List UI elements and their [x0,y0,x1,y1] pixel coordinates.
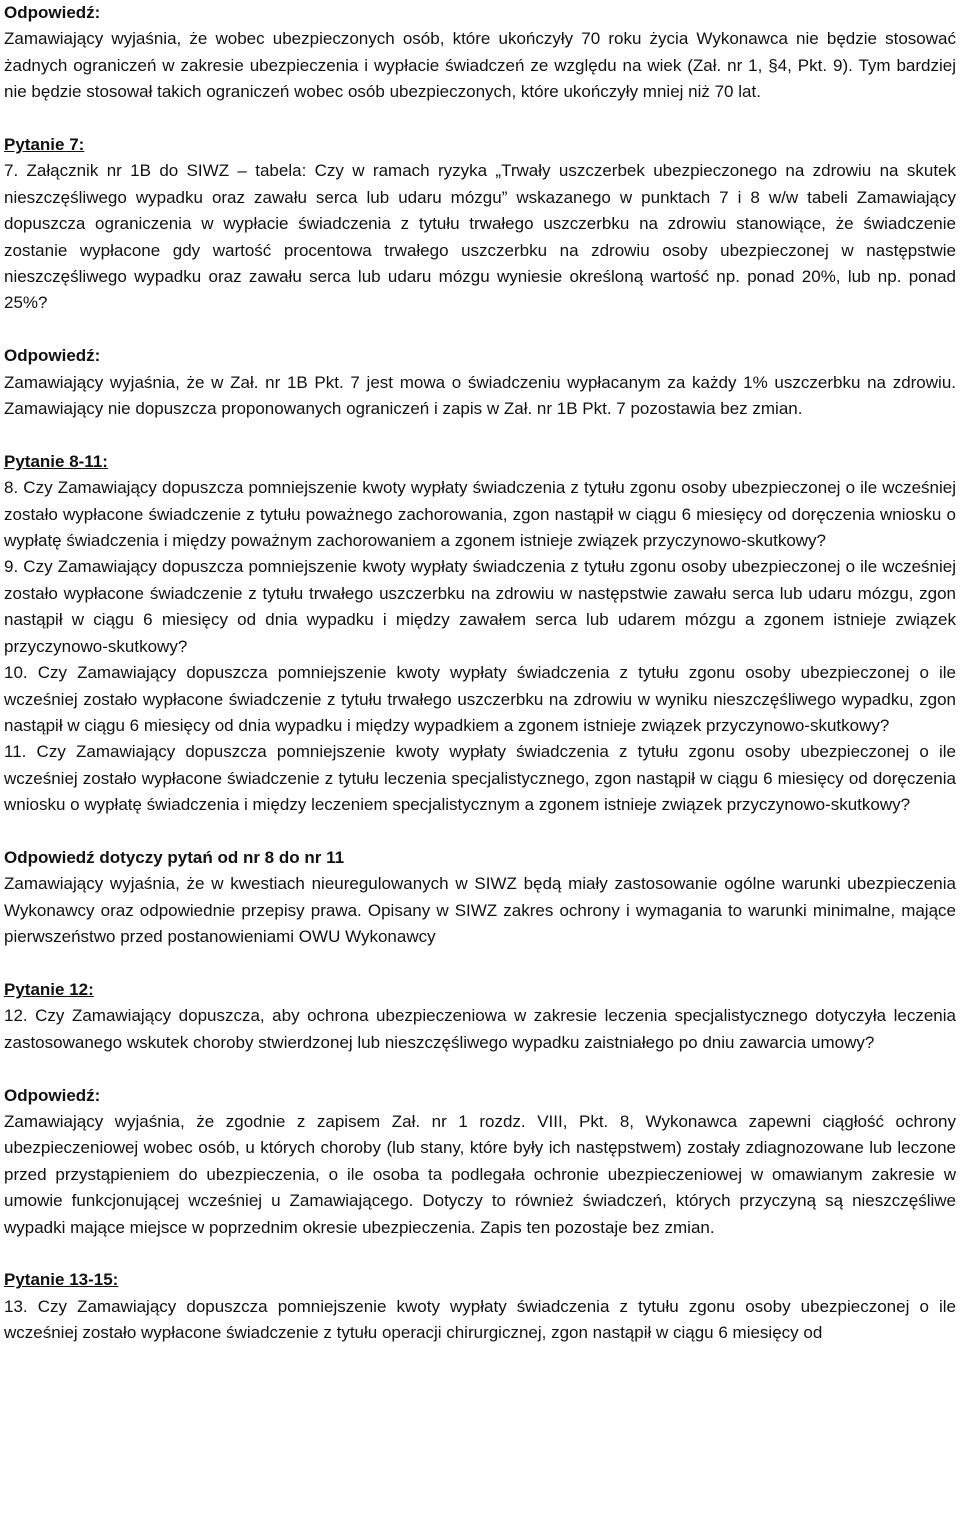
question-paragraph-13: 13. Czy Zamawiający dopuszcza pomniejszenie kwoty wypłaty świadczenia z tytułu zgonu osoby ubezpieczonej o ile wcześniej zostało wypłacone świadczenie z tytułu operacji chirurgicznej, zgon nastąpił w ciągu 6 miesięcy od [4,1296,956,1343]
question-paragraph-8: 8. Czy Zamawiający dopuszcza pomniejszenie kwoty wypłaty świadczenia z tytułu zgonu osoby ubezpieczonej o ile wcześniej zostało wypłacone świadczenie z tytułu poważnego zachorowania, zgon nastąpił w ciągu 6 miesięcy od doręczenia wniosku o wypłatę świadczenia i między poważnym zachorowaniem a zgonem istnieje związek przyczynowo-skutkowy? [4,478,956,551]
answer-paragraph: Zamawiający wyjaśnia, że w Zał. nr 1B Pkt. 7 jest mowa o świadczeniu wypłacanym za każdy 1% uszczerbku na zdrowiu. Zamawiający nie dopuszcza proponowanych ograniczeń i zapis w Zał. nr 1B Pkt. 7 pozostawia bez zmian. [4,372,956,419]
question-paragraph-10: 10. Czy Zamawiający dopuszcza pomniejszenie kwoty wypłaty świadczenia z tytułu zgonu osoby ubezpieczonej o ile wcześniej zostało wypłacone świadczenie z tytułu trwałego uszczerbku na zdrowiu w wyniku nieszczęśliwego wypadku, zgon nastąpił w ciągu 6 miesięcy od dnia wypadku i między wypadkiem a zgonem istnieje związek przyczynowo-skutkowy? [4,663,956,735]
spacer [4,106,956,132]
question-heading-7: Pytanie 7: [4,135,85,155]
answer-heading-8-11: Odpowiedź dotyczy pytań od nr 8 do nr 11 [4,847,345,867]
spacer [4,1241,956,1267]
question-paragraph-7: 7. Załącznik nr 1B do SIWZ – tabela: Czy w ramach ryzyka „Trwały uszczerbek ubezpieczonego na zdrowiu na skutek nieszczęśliwego wypadku oraz zawału serca lub udaru mózgu” wskazanego w punktach 7 i 8 w/w tabeli Zamawiający dopuszcza ograniczenia w wypłacie świadczenia z tytułu trwałego uszczerbku na zdrowiu stanowiące, że świadczenie zostanie wypłacone gdy wartość procentowa trwałego uszczerbku na zdrowiu osoby ubezpieczonej w następstwie nieszczęśliwego wypadku oraz zawału serca lub udaru mózgu wyniesie określoną wartość np. ponad 20%, lub np. ponad 25%? [4,161,956,313]
spacer [4,1056,956,1082]
answer-paragraph: Zamawiający wyjaśnia, że zgodnie z zapisem Zał. nr 1 rozdz. VIII, Pkt. 8, Wykonawca zapewni ciągłość ochrony ubezpieczeniowej wobec osób, u których choroby (lub stany, które były ich następstwem) zostały zdiagnozowane lub leczone przed przystąpieniem do ubezpieczenia, o ile osoba ta podlegała ochronie ubezpieczeniowej w omawianym zakresie w umowie funkcjonującej wcześniej u Zamawiającego. Dotyczy to również świadczeń, których przyczyną są nieszczęśliwe wypadki mające miejsce w poprzednim okresie ubezpieczenia. Zapis ten pozostaje bez zmian. [4,1111,956,1237]
spacer [4,819,956,845]
answer-heading: Odpowiedź: [4,3,101,22]
answer-heading: Odpowiedź: [4,1085,101,1105]
spacer [4,951,956,977]
question-heading-12: Pytanie 12: [4,979,94,999]
answer-paragraph: Zamawiający wyjaśnia, że w kwestiach nieuregulowanych w SIWZ będą miały zastosowanie ogólne warunki ubezpieczenia Wykonawcy oraz odpowiednie przepisy prawa. Opisany w SIWZ zakres ochrony i wymagania to warunki minimalne, mające pierwszeństwo przed postanowieniami OWU Wykonawcy [4,874,956,947]
question-paragraph-12: 12. Czy Zamawiający dopuszcza, aby ochrona ubezpieczeniowa w zakresie leczenia specjalistycznego dotyczyła leczenia zastosowanego wskutek choroby stwierdzonej lub nieszczęśliwego wypadku zaistniałego po dniu zawarcia umowy? [4,1006,956,1052]
question-heading-8-11: Pytanie 8-11: [4,451,108,471]
question-paragraph-11: 11. Czy Zamawiający dopuszcza pomniejszenie kwoty wypłaty świadczenia z tytułu zgonu osoby ubezpieczonej o ile wcześniej zostało wypłacone świadczenie z tytułu leczenia specjalistycznego, zgon nastąpił w ciągu 6 miesięcy od doręczenia wniosku o wypłatę świadczenia i między leczeniem specjalistycznym a zgonem istnieje związek przyczynowo-skutkowy? [4,742,956,815]
question-heading-13-15: Pytanie 13-15: [4,1270,119,1290]
spacer [4,317,956,343]
question-paragraph-9: 9. Czy Zamawiający dopuszcza pomniejszenie kwoty wypłaty świadczenia z tytułu zgonu osoby ubezpieczonej o ile wcześniej zostało wypłacone świadczenie z tytułu trwałego uszczerbku na zdrowiu w następstwie zawału serca lub udaru mózgu, zgon nastąpił w ciągu 6 miesięcy od dnia wypadku i między zawałem serca lub udarem mózgu a zgonem istnieje związek przyczynowo-skutkowy? [4,557,956,656]
answer-heading: Odpowiedź: [4,346,101,366]
answer-paragraph: Zamawiający wyjaśnia, że wobec ubezpieczonych osób, które ukończyły 70 roku życia Wykonawca nie będzie stosować żadnych ograniczeń w zakresie ubezpieczenia i wypłacie świadczeń ze względu na wiek (Zał. nr 1, §4, Pkt. 9). Tym bardziej nie będzie stosował takich ograniczeń wobec osób ubezpieczonych, które ukończyły mniej niż 70 lat. [4,29,956,102]
spacer [4,422,956,448]
